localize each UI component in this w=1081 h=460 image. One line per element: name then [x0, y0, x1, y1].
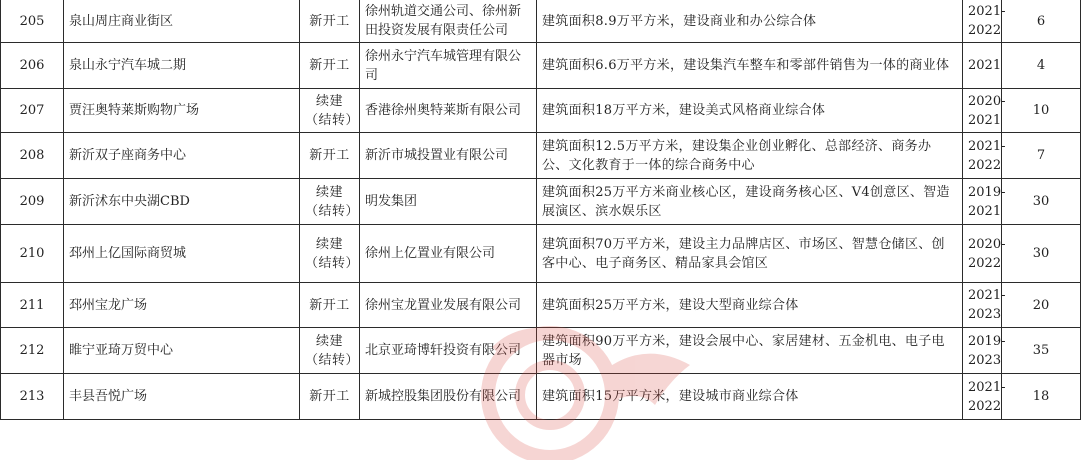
row-number-cell: 209: [1, 179, 64, 225]
years-cell: 2021: [963, 43, 1002, 89]
organization-cell: 香港徐州奥特莱斯有限公司: [360, 89, 537, 133]
years-cell: 2021-2022: [963, 0, 1002, 43]
table-row: [1, 328, 1081, 374]
organization-cell: 徐州宝龙置业发展有限公司: [360, 283, 537, 328]
content-cell: 建筑面积25万平方米，建设大型商业综合体: [537, 283, 963, 328]
content-cell: 建筑面积8.9万平方米，建设商业和办公综合体: [537, 0, 963, 43]
table-row: [1, 283, 1081, 328]
project-name-cell: 睢宁亚琦万贸中心: [64, 328, 300, 374]
investment-cell: 30: [1002, 225, 1081, 283]
row-number-cell: 213: [1, 374, 64, 420]
investment-cell: 6: [1002, 0, 1081, 43]
table-row: [1, 374, 1081, 420]
investment-cell: 7: [1002, 133, 1081, 179]
organization-cell: 北京亚琦博轩投资有限公司: [360, 328, 537, 374]
years-cell: 2019-2021: [963, 179, 1002, 225]
content-cell: 建筑面积90万平方米，建设会展中心、家居建材、五金机电、电子电器市场: [537, 328, 963, 374]
status-cell: 续建（结转）: [300, 179, 360, 225]
status-cell: 新开工: [300, 0, 360, 43]
project-name-cell: 新沂双子座商务中心: [64, 133, 300, 179]
project-name-cell: 泉山永宁汽车城二期: [64, 43, 300, 89]
project-name-cell: 贾汪奥特莱斯购物广场: [64, 89, 300, 133]
status-cell: 续建（结转）: [300, 328, 360, 374]
table-row: [1, 133, 1081, 179]
status-cell: 新开工: [300, 374, 360, 420]
organization-cell: 明发集团: [360, 179, 537, 225]
years-cell: 2021-2023: [963, 283, 1002, 328]
project-name-cell: 邳州上亿国际商贸城: [64, 225, 300, 283]
table-row: [1, 43, 1081, 89]
investment-cell: 30: [1002, 179, 1081, 225]
table-row: [1, 0, 1081, 43]
project-name-cell: 泉山周庄商业街区: [64, 0, 300, 43]
status-cell: 新开工: [300, 133, 360, 179]
content-cell: 建筑面积70万平方米，建设主力品牌店区、市场区、智慧仓储区、创客中心、电子商务区、精品家具会馆区: [537, 225, 963, 283]
row-number-cell: 212: [1, 328, 64, 374]
project-name-cell: 丰县吾悦广场: [64, 374, 300, 420]
table-row: [1, 179, 1081, 225]
years-cell: 2020-2022: [963, 225, 1002, 283]
years-cell: 2021-2022: [963, 133, 1002, 179]
table-row: [1, 225, 1081, 283]
status-cell: 新开工: [300, 43, 360, 89]
table-row: [1, 89, 1081, 133]
row-number-cell: 208: [1, 133, 64, 179]
content-cell: 建筑面积6.6万平方米，建设集汽车整车和零部件销售为一体的商业体: [537, 43, 963, 89]
project-name-cell: 新沂沭东中央湖CBD: [64, 179, 300, 225]
investment-cell: 10: [1002, 89, 1081, 133]
row-number-cell: 205: [1, 0, 64, 43]
status-cell: 续建（结转）: [300, 225, 360, 283]
row-number-cell: 210: [1, 225, 64, 283]
organization-cell: 徐州上亿置业有限公司: [360, 225, 537, 283]
investment-cell: 35: [1002, 328, 1081, 374]
content-cell: 建筑面积18万平方米，建设美式风格商业综合体: [537, 89, 963, 133]
investment-cell: 20: [1002, 283, 1081, 328]
content-cell: 建筑面积15万平方米，建设城市商业综合体: [537, 374, 963, 420]
status-cell: 新开工: [300, 283, 360, 328]
organization-cell: 徐州永宁汽车城管理有限公司: [360, 43, 537, 89]
organization-cell: 徐州轨道交通公司、徐州新田投资发展有限责任公司: [360, 0, 537, 43]
investment-cell: 18: [1002, 374, 1081, 420]
status-cell: 续建（结转）: [300, 89, 360, 133]
project-name-cell: 邳州宝龙广场: [64, 283, 300, 328]
organization-cell: 新城控股集团股份有限公司: [360, 374, 537, 420]
row-number-cell: 206: [1, 43, 64, 89]
row-number-cell: 211: [1, 283, 64, 328]
years-cell: 2021-2022: [963, 374, 1002, 420]
row-number-cell: 207: [1, 89, 64, 133]
investment-cell: 4: [1002, 43, 1081, 89]
organization-cell: 新沂市城投置业有限公司: [360, 133, 537, 179]
content-cell: 建筑面积12.5万平方米，建设集企业创业孵化、总部经济、商务办公、文化教育于一体的综合商务中心: [537, 133, 963, 179]
content-cell: 建筑面积25万平方米商业核心区，建设商务核心区、V4创意区、智造展演区、滨水娱乐区: [537, 179, 963, 225]
years-cell: 2019-2023: [963, 328, 1002, 374]
years-cell: 2020-2021: [963, 89, 1002, 133]
